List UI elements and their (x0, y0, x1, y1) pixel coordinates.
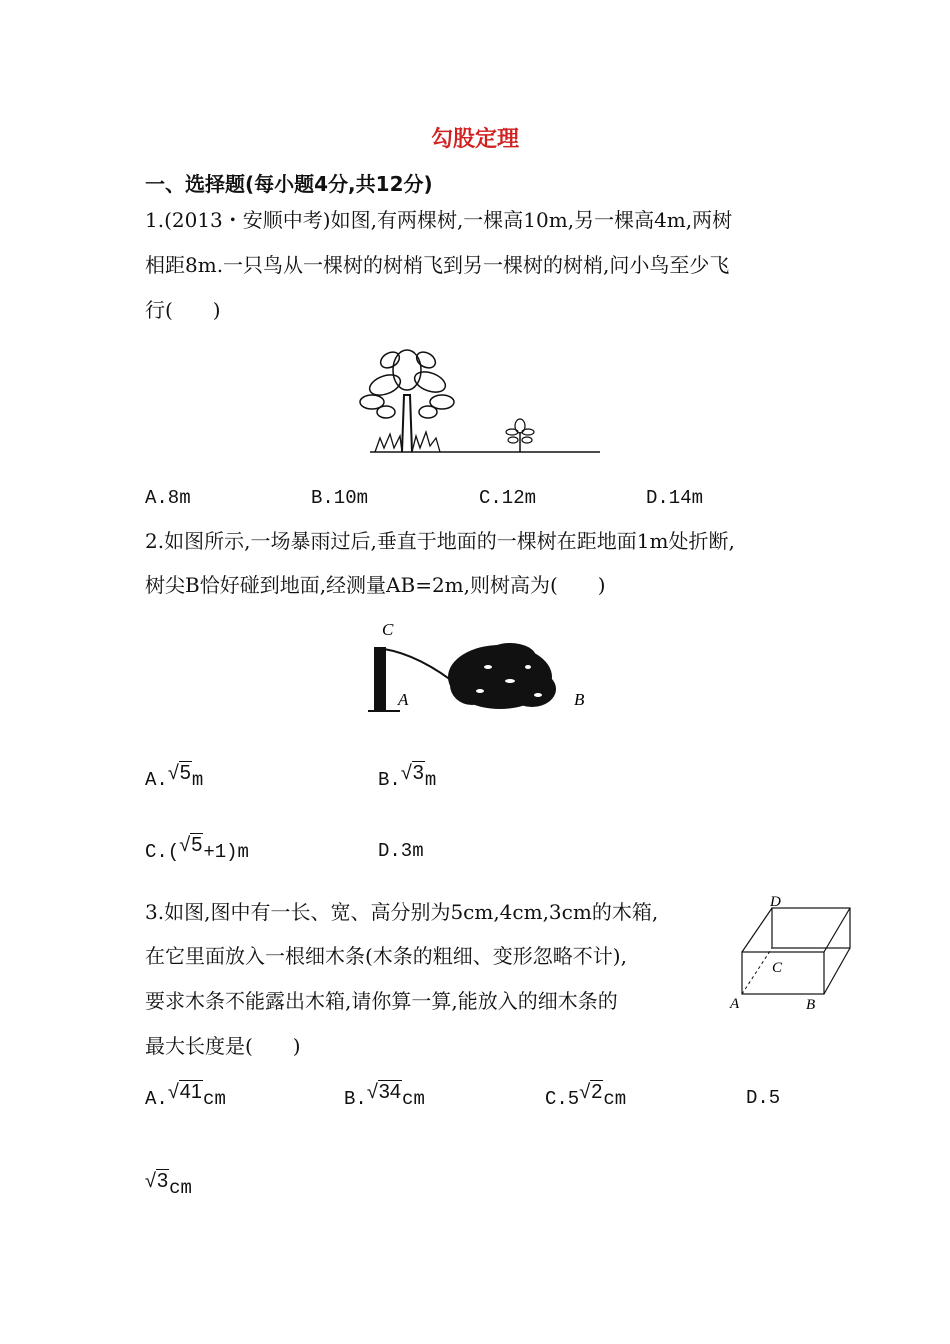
label-c: C (772, 960, 783, 976)
sqrt-sign: √5 (167, 762, 191, 784)
sqrt-sign: √2 (579, 1081, 603, 1103)
q2-option-c: C.(√5+1)m (145, 834, 249, 863)
q3-line1: 3.如图,图中有一长、宽、高分别为5cm,4cm,3cm的木箱, (145, 900, 659, 924)
tree-stump (374, 647, 386, 711)
section-heading: 一、选择题(每小题4分,共12分) (145, 172, 433, 196)
q1-trees-figure (350, 340, 605, 458)
q1-option-b: B.10m (311, 487, 369, 509)
label-a: A (730, 996, 740, 1012)
q3-option-c: C.5√2cm (545, 1081, 627, 1110)
q1-option-a: A.8m (145, 487, 191, 509)
q2-line1: 2.如图所示,一场暴雨过后,垂直于地面的一棵树在距地面1m处折断, (145, 529, 735, 553)
tall-tree-trunk (402, 395, 412, 452)
page-title: 勾股定理 (430, 127, 519, 152)
q2-line2: 树尖B恰好碰到地面,经测量AB=2m,则树高为( ) (145, 573, 606, 597)
q3-line4: 最大长度是( ) (145, 1034, 301, 1058)
q1-option-d: D.14m (646, 487, 704, 509)
sqrt-sign: √34 (366, 1081, 402, 1103)
q3-option-a: A.√41cm (145, 1081, 226, 1110)
tree-crown (448, 643, 556, 709)
sqrt-sign: √5 (179, 834, 203, 856)
q3-box-figure (728, 892, 858, 1014)
q1-option-c: C.12m (479, 487, 537, 509)
q3-option-d-continued: √3cm (145, 1170, 192, 1199)
label-d: D (770, 894, 781, 910)
sqrt-sign: √3 (145, 1170, 169, 1192)
q3-option-d: D.5 (746, 1087, 781, 1109)
label-b: B (574, 690, 585, 709)
q3-option-b: B.√34cm (344, 1081, 425, 1110)
q3-line2: 在它里面放入一根细木条(木条的粗细、变形忽略不计), (145, 944, 627, 968)
q1-line2: 相距8m.一只鸟从一棵树的树梢飞到另一棵树的树梢,问小鸟至少飞 (145, 253, 730, 277)
sqrt-sign: √3 (400, 762, 424, 784)
tall-tree-leaves (360, 349, 454, 418)
label-a: A (398, 690, 409, 709)
q1-line1: 1.(2013・安顺中考)如图,有两棵树,一棵高10m,另一棵高4m,两树 (145, 208, 733, 232)
sqrt-sign: √41 (167, 1081, 203, 1103)
q2-option-a: A.√5m (145, 762, 204, 791)
q2-option-d: D.3m (378, 840, 424, 862)
q1-line3: 行( ) (145, 298, 221, 322)
label-c: C (382, 620, 394, 639)
q2-option-b: B.√3m (378, 762, 437, 791)
hidden-edge (742, 948, 772, 994)
label-b: B (806, 997, 816, 1013)
q3-line3: 要求木条不能露出木箱,请你算一算,能放入的细木条的 (145, 989, 618, 1013)
q2-broken-tree-figure (360, 615, 600, 717)
box-edges (742, 908, 850, 994)
grass-tufts (375, 432, 440, 452)
